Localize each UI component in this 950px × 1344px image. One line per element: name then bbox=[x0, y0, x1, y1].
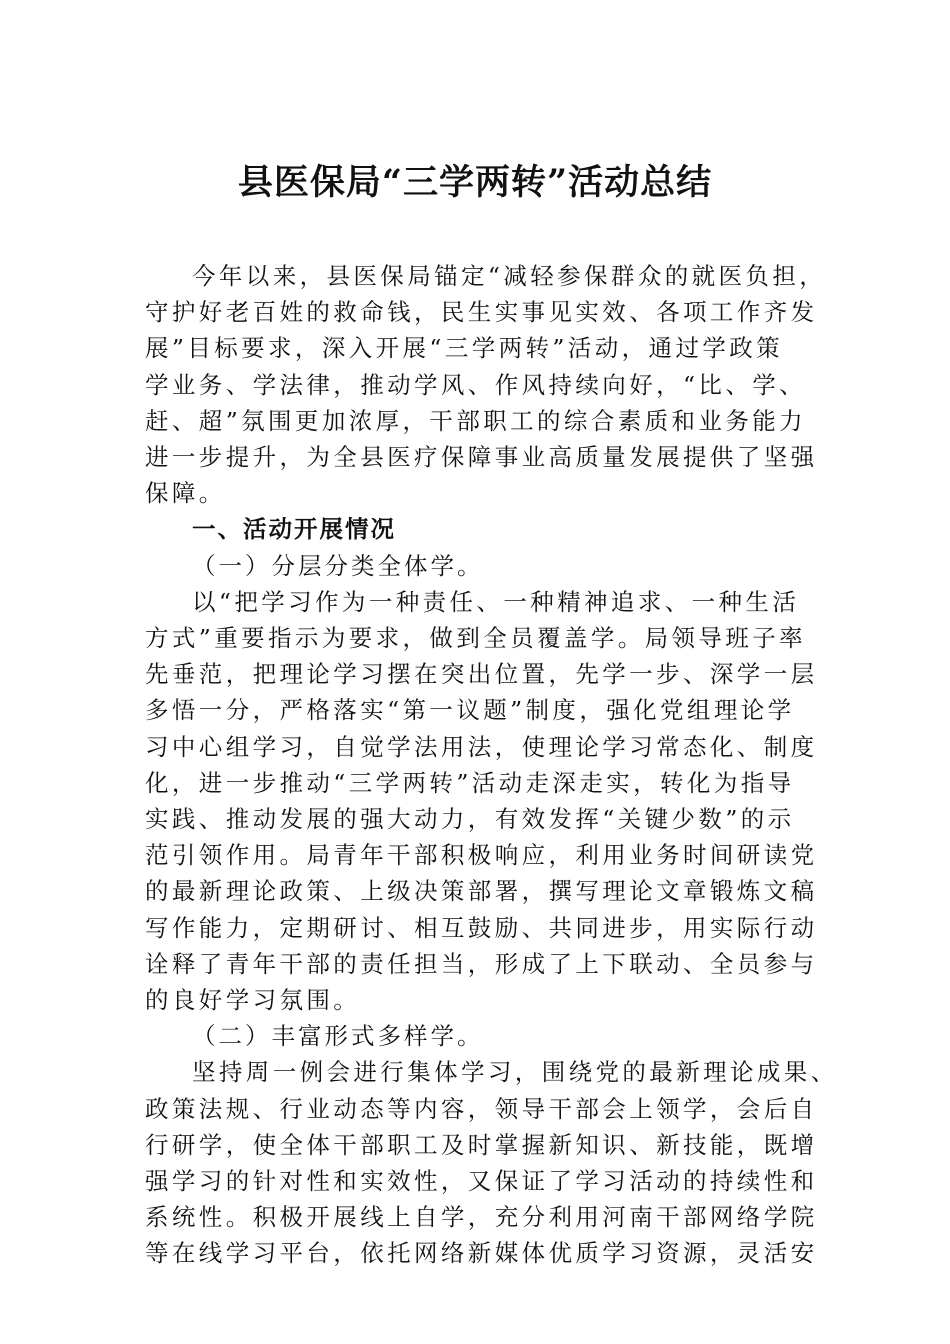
text-line: 多悟一分，严格落实“第一议题”制度，强化党组理论学 bbox=[145, 696, 795, 725]
intro-paragraph bbox=[145, 258, 827, 511]
text-line: 写作能力，定期研讨、相互鼓励、共同进步，用实际行动 bbox=[145, 913, 818, 942]
text-line: 学业务、学法律，推动学风、作风持续向好，“比、学、 bbox=[145, 370, 807, 399]
subsection-heading: （二）丰富形式多样学。 bbox=[192, 1022, 484, 1051]
text-line: 实践、推动发展的强大动力，有效发挥“关键少数”的示 bbox=[145, 805, 795, 834]
text-line: 今年以来，县医保局锚定“减轻参保群众的就医负担， bbox=[192, 262, 827, 290]
subsection-paragraph bbox=[145, 1054, 838, 1271]
text-line: 诠释了青年干部的责任担当，形成了上下联动、全员参与 bbox=[145, 949, 818, 978]
text-line: 范引领作用。局青年干部积极响应，利用业务时间研读党 bbox=[145, 841, 818, 870]
text-line: 行研学，使全体干部职工及时掌握新知识、新技能，既增 bbox=[145, 1130, 818, 1159]
text-line: 政策法规、行业动态等内容，领导干部会上领学，会后自 bbox=[145, 1094, 818, 1123]
text-line: 方式”重要指示为要求，做到全员覆盖学。局领导班子率 bbox=[145, 624, 807, 653]
text-line: 坚持周一例会进行集体学习，围绕党的最新理论成果、 bbox=[192, 1058, 838, 1087]
text-line: 系统性。积极开展线上自学，充分利用河南干部网络学院 bbox=[145, 1203, 818, 1232]
subsection-heading: （一）分层分类全体学。 bbox=[192, 551, 484, 580]
text-line: 化，进一步推动“三学两转”活动走深走实，转化为指导 bbox=[145, 768, 795, 797]
text-line: 先垂范，把理论学习摆在突出位置，先学一步、深学一层 bbox=[145, 660, 818, 689]
document-title: 县医保局“三学两转”活动总结 bbox=[237, 162, 713, 203]
text-line: 守护好老百姓的救命钱，民生实事见实效、各项工作齐发 bbox=[145, 298, 818, 327]
text-line: 进一步提升，为全县医疗保障事业高质量发展提供了坚强 bbox=[145, 443, 818, 472]
text-line: 习中心组学习，自觉学法用法，使理论学习常态化、制度 bbox=[145, 732, 818, 761]
text-line: 以“把学习作为一种责任、一种精神追求、一种生活 bbox=[192, 587, 800, 616]
text-line: 保障。 bbox=[145, 479, 226, 508]
text-line: 的最新理论政策、上级决策部署，撰写理论文章锻炼文稿 bbox=[145, 877, 818, 906]
text-line: 展”目标要求，深入开展“三学两转”活动，通过学政策 bbox=[145, 334, 784, 363]
subsection-paragraph bbox=[145, 584, 818, 1018]
text-line: 强学习的针对性和实效性，又保证了学习活动的持续性和 bbox=[145, 1167, 818, 1196]
text-line: 的良好学习氛围。 bbox=[145, 986, 361, 1015]
text-line: 赶、超”氛围更加浓厚，干部职工的综合素质和业务能力 bbox=[145, 406, 807, 435]
text-line: 等在线学习平台，依托网络新媒体优质学习资源，灵活安 bbox=[145, 1239, 818, 1268]
document-body bbox=[145, 258, 838, 1272]
section-heading: 一、活动开展情况 bbox=[192, 515, 396, 544]
